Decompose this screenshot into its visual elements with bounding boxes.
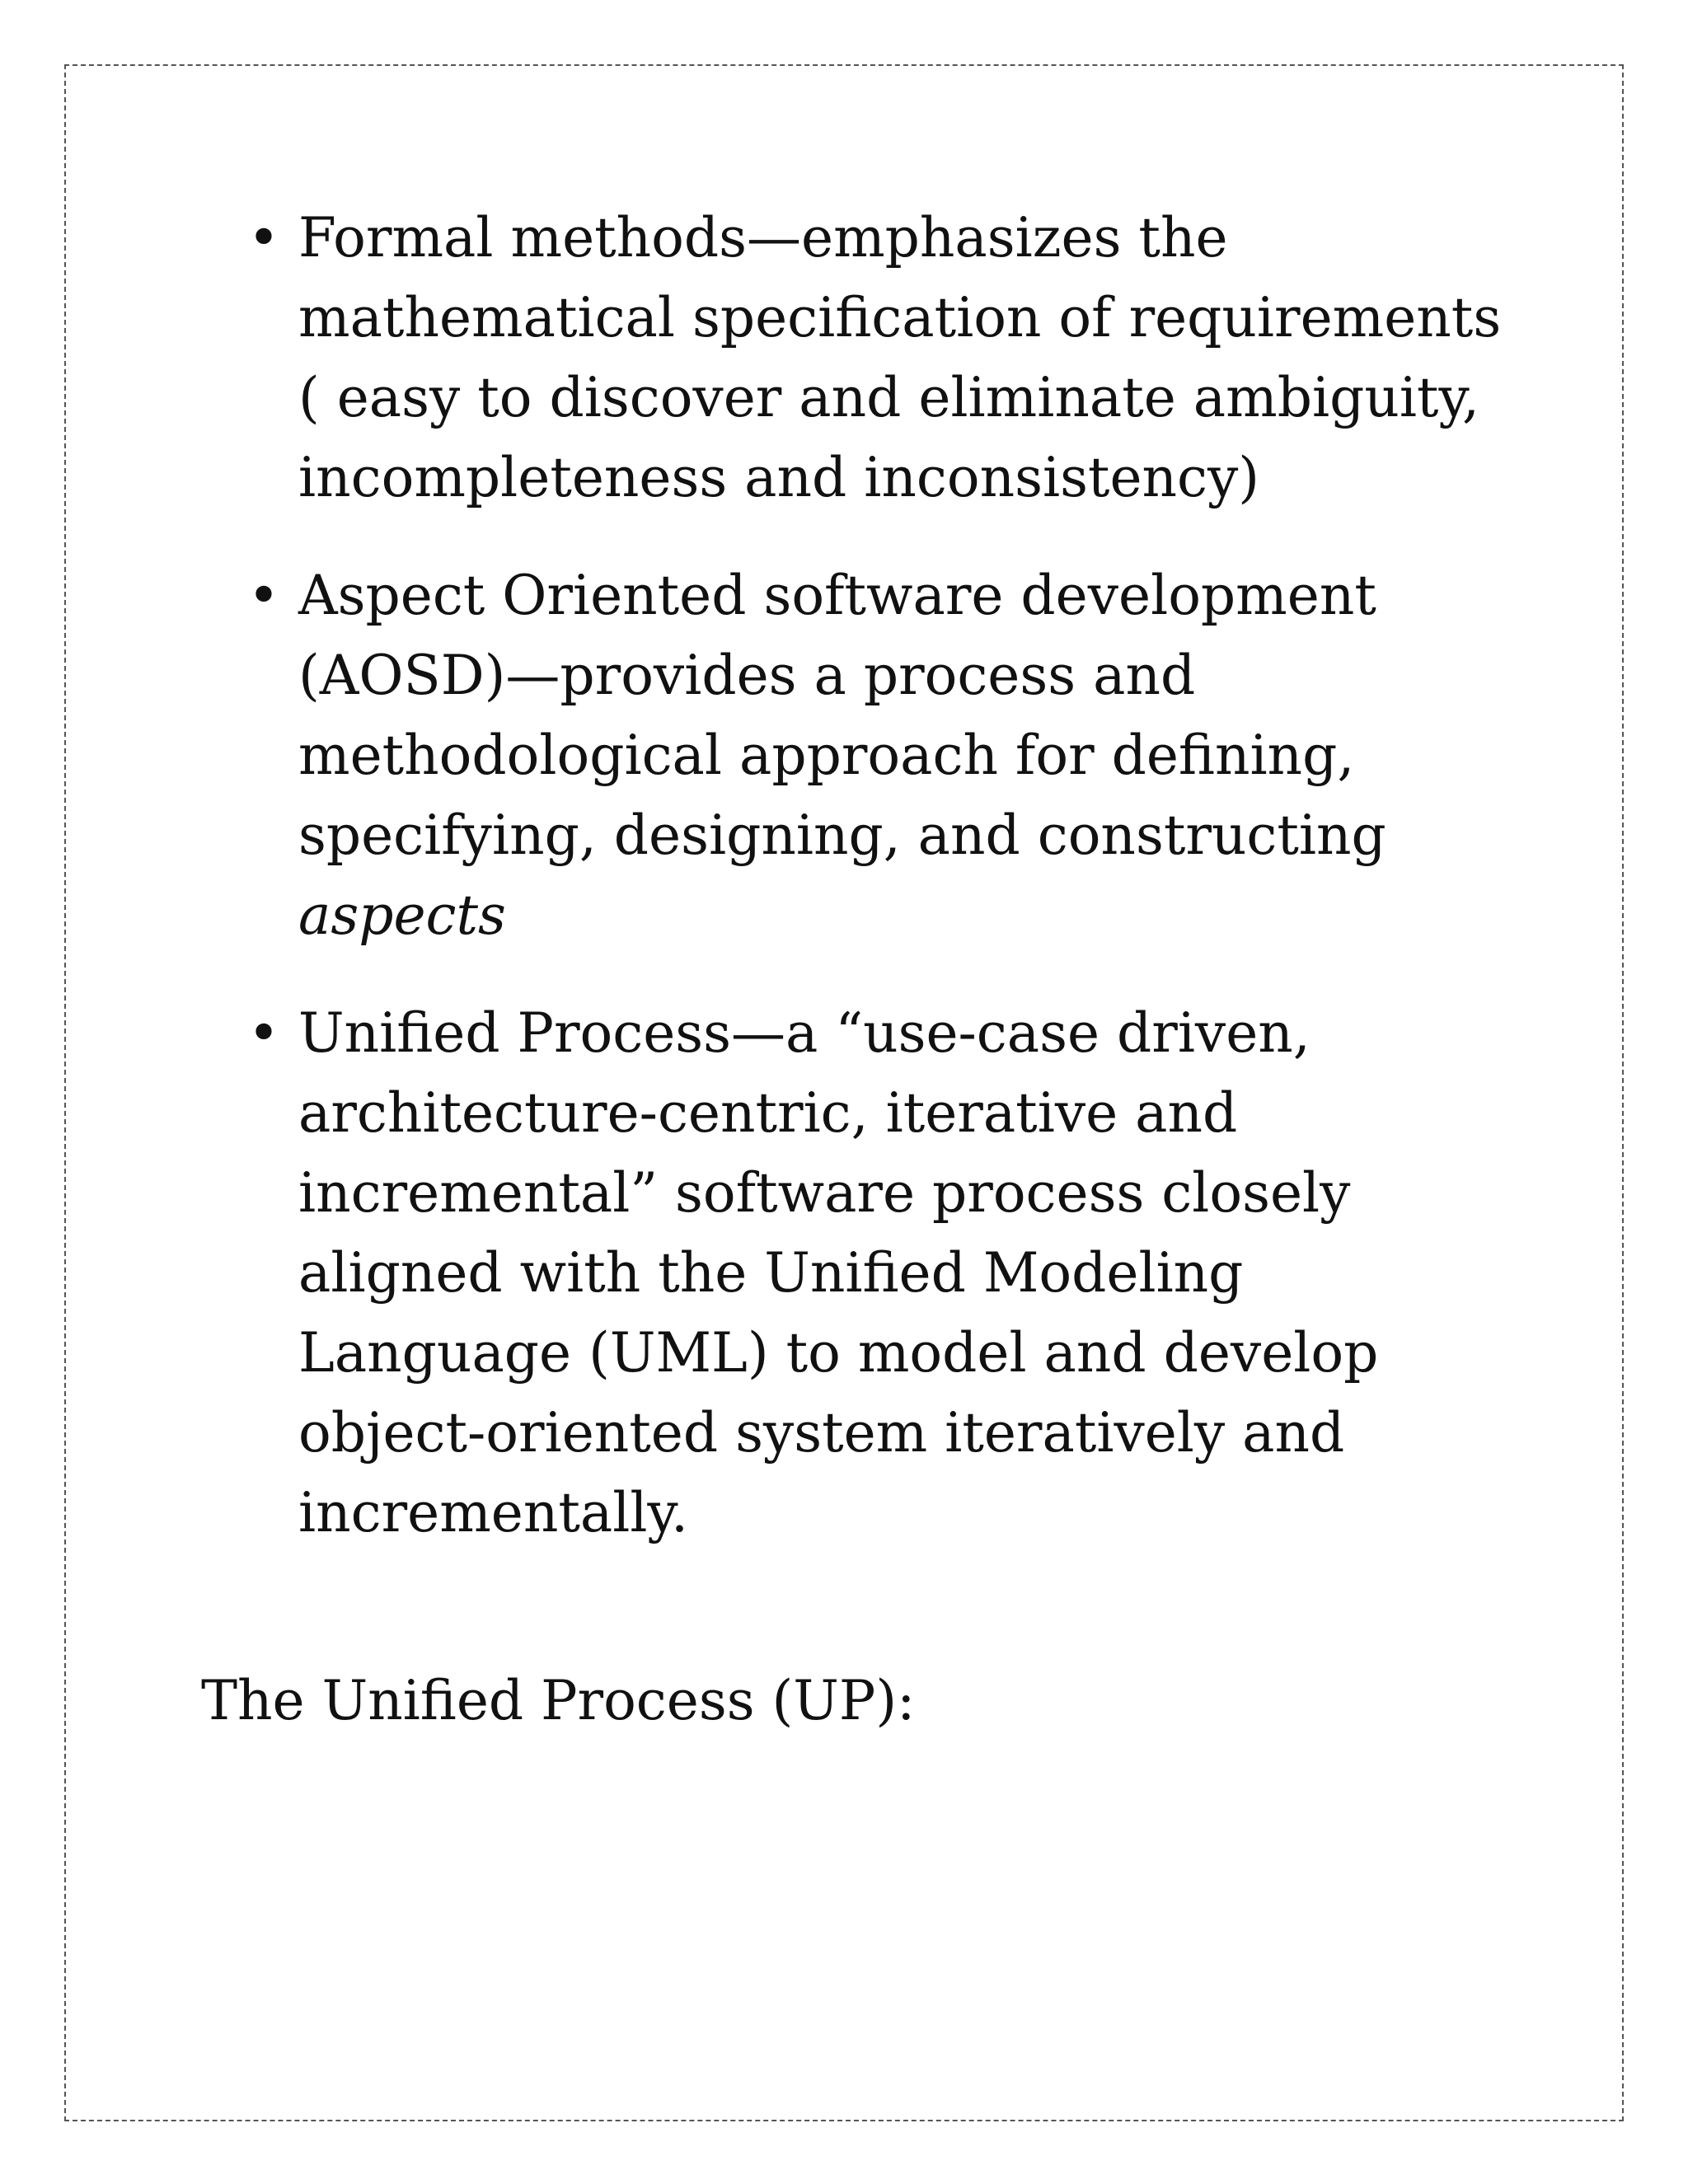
list-item-text: Unified Process—a “use-case driven, architecture-centric, iterative and incremental” software process closely aligned with the Unified Modeling Language (UML) to model and develop object-oriented system iteratively and incrementally. — [298, 1001, 1379, 1544]
bullet-marker: • — [247, 1001, 280, 1065]
section-heading: The Unified Process (UP): — [201, 1669, 916, 1732]
list-item-formal-methods — [247, 198, 1533, 518]
list-item-text — [298, 555, 1533, 955]
list-item-aosd — [247, 555, 1533, 955]
bullet-list — [247, 198, 1533, 1591]
list-item-text: Formal methods—emphasizes the mathematical specification of requirements ( easy to discover and eliminate ambiguity, incompleteness and inconsistency) — [298, 206, 1502, 509]
list-item-text-main: Aspect Oriented software development (AOSD)—provides a process and methodological approach for defining, specifying, designing, and constructing — [298, 564, 1386, 867]
list-item-italic-term: aspects — [298, 883, 506, 947]
list-item-unified-process — [247, 993, 1533, 1553]
bullet-marker: • — [247, 206, 280, 269]
bullet-marker: • — [247, 564, 280, 627]
